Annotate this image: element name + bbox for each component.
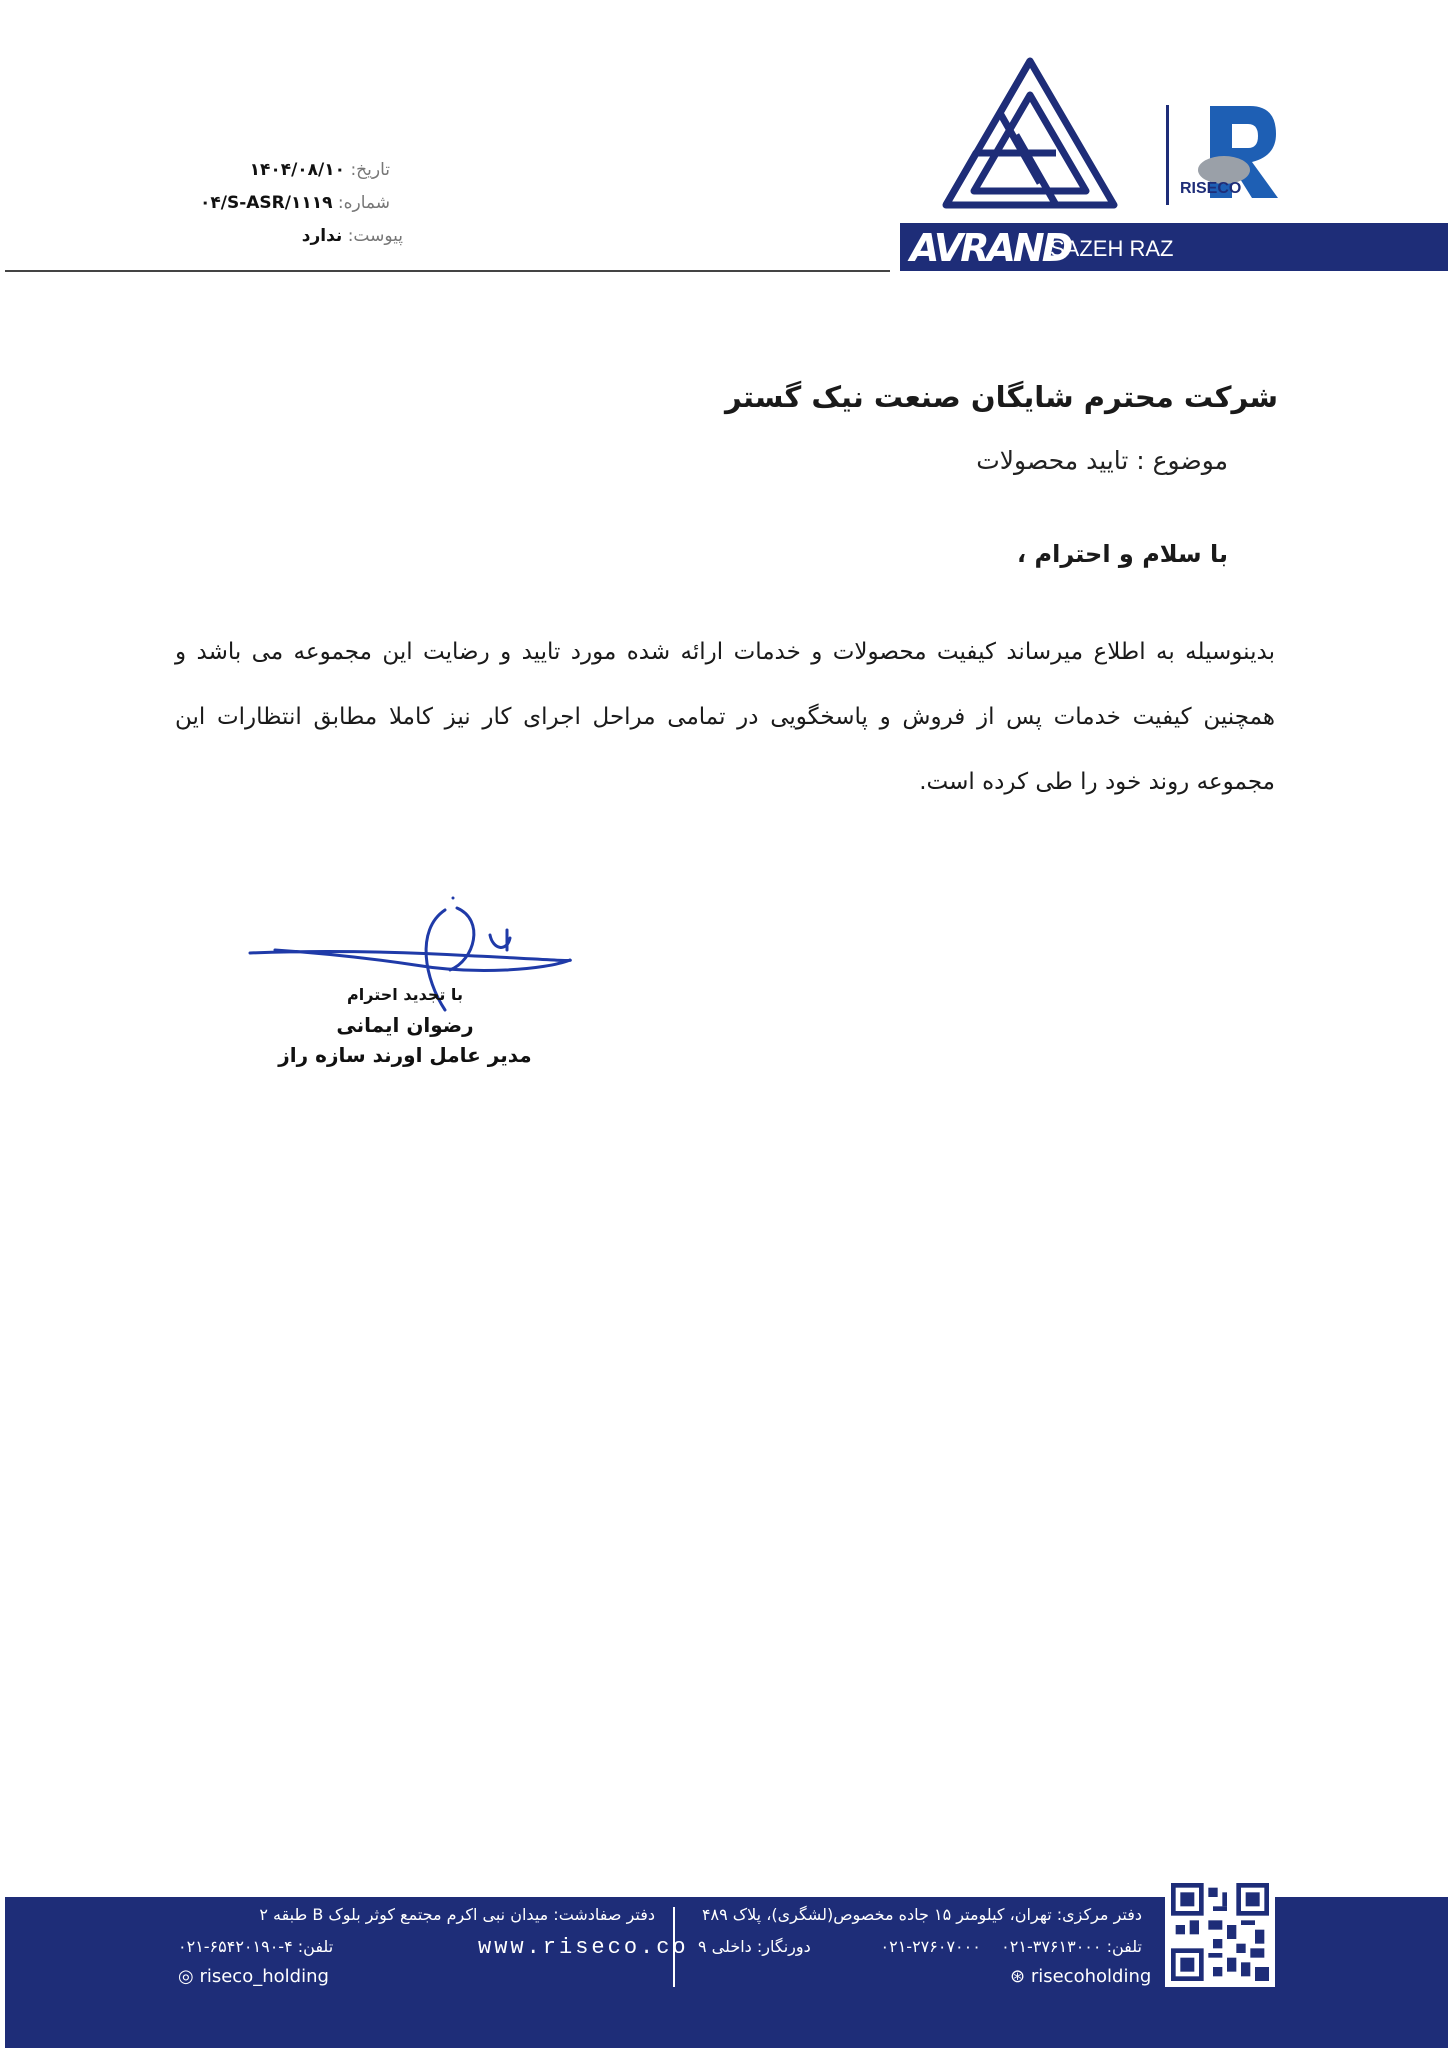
brand-avrand-logo: AVRAND bbox=[910, 226, 1071, 270]
date-value: ۱۴۰۴/۰۸/۱۰ bbox=[249, 160, 346, 180]
sf-social bbox=[178, 1966, 329, 1987]
recipient: شرکت محترم شایگان صنعت نیک گستر bbox=[725, 380, 1278, 414]
avrand-triangle-logo-icon bbox=[940, 55, 1120, 213]
number-label: شماره: bbox=[337, 193, 390, 213]
letter-paragraph: بدینوسیله به اطلاع میرساند کیفیت محصولات و خدمات ارائه شده مورد تایید و رضایت این مجموعه می باشد و همچنین کیفیت خدمات پس از فروش و پاسخگویی در تمامی مراحل اجرای کار نیز کاملا مطابق انتظارات این مجموعه روند خود را طی کرده است. bbox=[175, 639, 1275, 795]
riseco-label: RISECO bbox=[1180, 180, 1242, 197]
qr-code-icon bbox=[1165, 1877, 1275, 1987]
instagram-icon: ◎ bbox=[178, 1966, 194, 1987]
signature-title: مدیر عامل اورند سازه راز bbox=[278, 1043, 532, 1067]
hq-phone2-value: ۰۲۱-۲۷۶۰۷۰۰۰ bbox=[880, 1937, 981, 1956]
sf-phone-label: تلفن: bbox=[297, 1937, 334, 1956]
brand-sazeh-raz: SAZEH RAZ bbox=[1050, 236, 1174, 261]
hq-fax: دورنگار: داخلی ۹ bbox=[698, 1937, 811, 1956]
hq-phone-value: ۰۲۱-۳۷۶۱۳۰۰۰ bbox=[1001, 1937, 1102, 1956]
hq-phone bbox=[881, 1937, 1142, 1956]
signature-closing: با تجدید احترام bbox=[347, 985, 463, 1004]
attachment-label: پیوست: bbox=[347, 226, 403, 246]
sf-social-handle[interactable]: riseco_holding bbox=[199, 1966, 329, 1987]
hq-social bbox=[1010, 1966, 1151, 1987]
instagram-icon: ⊛ bbox=[1010, 1966, 1026, 1987]
meta-number bbox=[30, 193, 390, 213]
meta-attachment bbox=[43, 226, 403, 246]
meta-date bbox=[30, 160, 390, 180]
subject: موضوع : تایید محصولات bbox=[976, 446, 1228, 475]
safadasht-address: دفتر صفادشت: میدان نبی اکرم مجتمع کوثر بلوک B طبقه ۲ bbox=[259, 1905, 655, 1924]
number-value: ۰۴/S-ASR/۱۱۱۹ bbox=[200, 193, 333, 213]
signature-block bbox=[240, 980, 570, 1070]
signature-name: رضوان ایمانی bbox=[336, 1013, 474, 1037]
logo-separator bbox=[1166, 105, 1169, 205]
website-link[interactable]: www.riseco.co bbox=[478, 1935, 689, 1960]
safadasht-phone bbox=[178, 1937, 333, 1956]
hq-address: دفتر مرکزی: تهران، کیلومتر ۱۵ جاده مخصوص(لشگری)، پلاک ۴۸۹ bbox=[701, 1905, 1142, 1924]
date-label: تاریخ: bbox=[350, 160, 390, 180]
sf-phone-value: ۰۲۱-۶۵۴۲۰۱۹۰-۴ bbox=[178, 1937, 293, 1956]
hq-phone-label: تلفن: bbox=[1106, 1937, 1142, 1956]
header-divider bbox=[5, 270, 890, 272]
hq-social-handle[interactable]: risecoholding bbox=[1030, 1966, 1152, 1987]
attachment-value: ندارد bbox=[301, 226, 343, 246]
greeting: با سلام و احترام ، bbox=[1017, 540, 1228, 568]
